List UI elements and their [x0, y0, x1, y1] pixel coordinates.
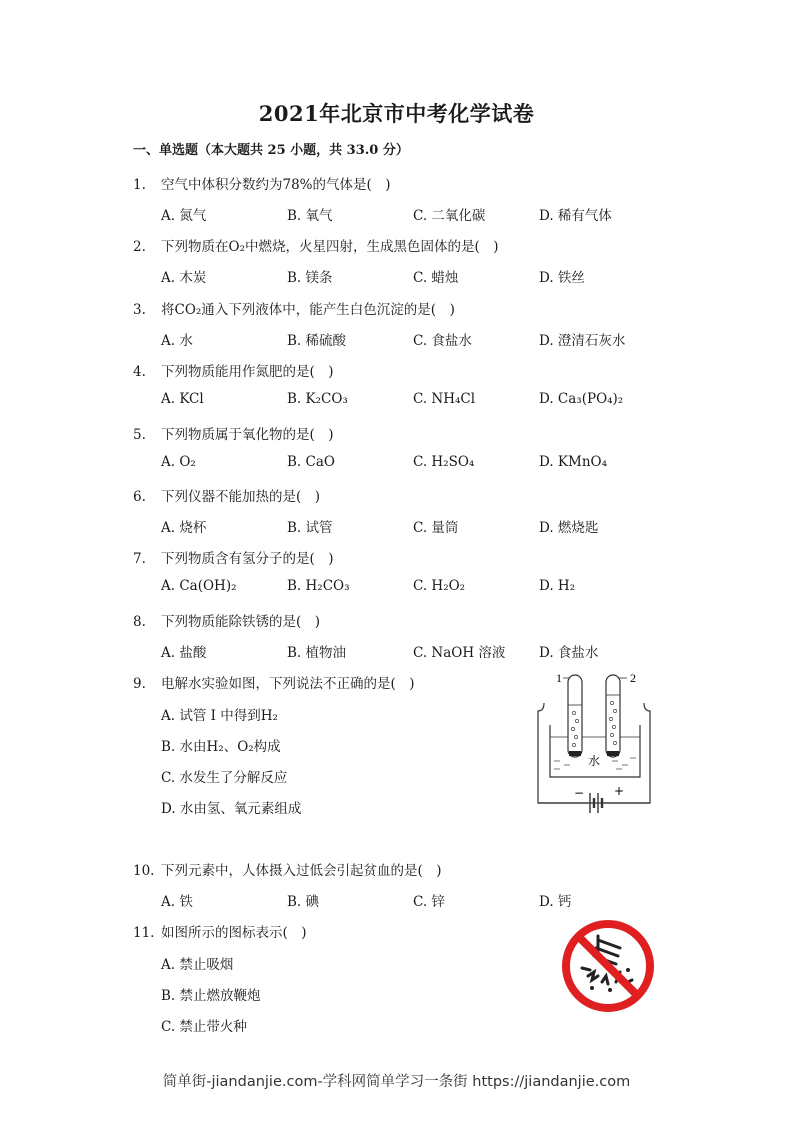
question-text: 将CO₂通入下列液体中，能产生白色沉淀的是( )	[161, 302, 455, 318]
option-a: A. 试管 I 中得到H₂	[161, 708, 278, 724]
question-number: 3.	[133, 302, 146, 318]
option-d: D. 铁丝	[539, 270, 585, 286]
no-firecrackers-sign-icon	[558, 918, 658, 1014]
option-b: B. K₂CO₃	[287, 391, 348, 407]
option-c: C. 二氧化碳	[413, 208, 486, 224]
question-number: 9.	[133, 676, 146, 692]
question-number: 4.	[133, 364, 146, 380]
question-text: 下列物质能除铁锈的是( )	[161, 614, 321, 630]
question-number: 10.	[133, 863, 155, 879]
question-text: 电解水实验如图，下列说法不正确的是( )	[161, 676, 415, 692]
question-11	[133, 921, 307, 941]
question-10	[133, 859, 442, 879]
option-b: B. 氧气	[287, 208, 333, 224]
option-b: B. 试管	[287, 520, 333, 536]
question-number: 11.	[133, 925, 155, 941]
option-c: C. 蜡烛	[413, 270, 459, 286]
question-8	[133, 610, 320, 630]
question-9	[133, 672, 415, 692]
question-7	[133, 547, 334, 567]
option-a: A. 禁止吸烟	[161, 957, 234, 973]
tube-label-2: 2	[630, 671, 636, 685]
question-4	[133, 360, 334, 380]
option-c: C. 锌	[413, 894, 445, 910]
option-d: D. 水由氢、氧元素组成	[161, 801, 302, 817]
question-2	[133, 235, 499, 255]
option-b: B. 稀硫酸	[287, 333, 347, 349]
minus-sign: −	[574, 786, 585, 800]
section-heading: 一、单选题（本大题共 25 小题，共 33.0 分）	[133, 143, 409, 158]
option-c: C. 水发生了分解反应	[161, 770, 288, 786]
question-6	[133, 485, 320, 505]
option-a: A. O₂	[161, 454, 196, 470]
option-b: B. 禁止燃放鞭炮	[161, 988, 261, 1004]
option-b: B. 镁条	[287, 270, 333, 286]
question-text: 空气中体积分数约为78%的气体是( )	[161, 177, 391, 193]
question-number: 5.	[133, 427, 146, 443]
option-a: A. Ca(OH)₂	[161, 578, 237, 594]
question-text: 下列物质能用作氮肥的是( )	[161, 364, 334, 380]
option-d: D. 食盐水	[539, 645, 599, 661]
option-c: C. H₂SO₄	[413, 454, 475, 470]
option-a: A. 木炭	[161, 270, 207, 286]
question-3	[133, 298, 455, 318]
option-b: B. 植物油	[287, 645, 347, 661]
plus-sign: +	[614, 784, 625, 798]
question-text: 下列物质含有氢分子的是( )	[161, 551, 334, 567]
option-a: A. 铁	[161, 894, 193, 910]
option-c: C. NaOH 溶液	[413, 645, 506, 661]
option-d: D. Ca₃(PO₄)₂	[539, 391, 624, 407]
option-b: B. H₂CO₃	[287, 578, 350, 594]
option-c: C. 禁止带火种	[161, 1019, 247, 1035]
option-c: C. 量筒	[413, 520, 459, 536]
option-b: B. 碘	[287, 894, 320, 910]
option-d: D. KMnO₄	[539, 454, 608, 470]
question-text: 下列物质属于氧化物的是( )	[161, 427, 334, 443]
option-a: A. 烧杯	[161, 520, 207, 536]
question-number: 7.	[133, 551, 146, 567]
option-b: B. CaO	[287, 454, 335, 470]
option-d: D. 澄清石灰水	[539, 333, 626, 349]
option-d: D. 稀有气体	[539, 208, 612, 224]
option-c: C. NH₄Cl	[413, 391, 476, 407]
option-a: A. 氮气	[161, 208, 207, 224]
water-label: 水	[588, 754, 601, 768]
footer-watermark: 简单街-jiandanjie.com-学科网简单学习一条街 https://jiandanjie.com	[162, 1074, 631, 1090]
question-text: 下列仪器不能加热的是( )	[161, 489, 321, 505]
option-a: A. KCl	[161, 391, 204, 407]
option-a: A. 盐酸	[161, 645, 207, 661]
question-5	[133, 423, 334, 443]
option-d: D. 燃烧匙	[539, 520, 599, 536]
tube-label-1: 1	[556, 671, 562, 685]
electrolysis-apparatus-figure	[530, 665, 660, 820]
option-b: B. 水由H₂、O₂构成	[161, 739, 281, 755]
option-d: D. H₂	[539, 578, 576, 594]
question-number: 1.	[133, 177, 146, 193]
question-text: 如图所示的图标表示( )	[161, 925, 307, 941]
question-number: 8.	[133, 614, 146, 630]
option-c: C. H₂O₂	[413, 578, 466, 594]
question-text: 下列元素中，人体摄入过低会引起贫血的是( )	[161, 863, 442, 879]
option-c: C. 食盐水	[413, 333, 472, 349]
option-d: D. 钙	[539, 894, 572, 910]
question-number: 6.	[133, 489, 146, 505]
page-title: 2021年北京市中考化学试卷	[258, 101, 535, 126]
option-a: A. 水	[161, 333, 193, 349]
question-1	[133, 173, 391, 193]
question-number: 2.	[133, 239, 146, 255]
question-text: 下列物质在O₂中燃烧，火星四射，生成黑色固体的是( )	[161, 239, 499, 255]
